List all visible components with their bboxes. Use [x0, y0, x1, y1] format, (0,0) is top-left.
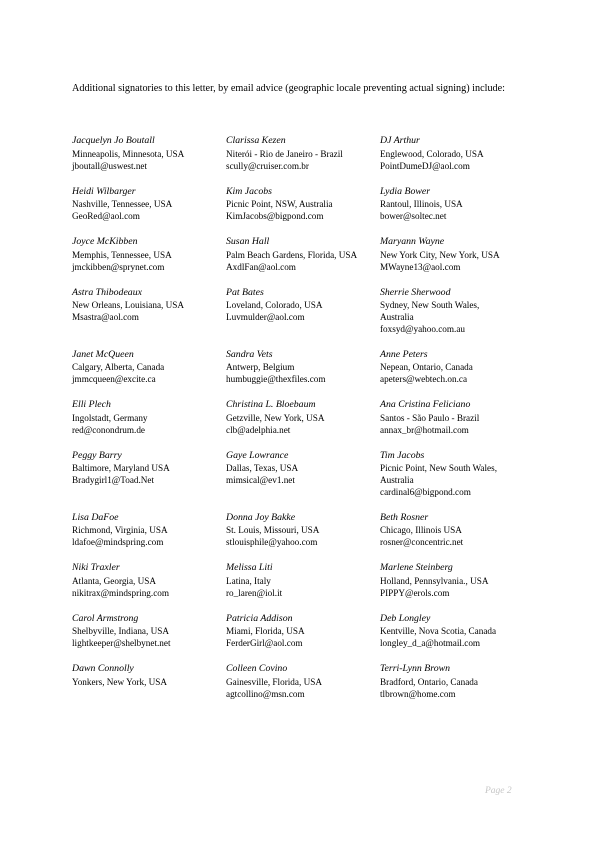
signatory-location: Rantoul, Illinois, USA	[380, 199, 463, 210]
signatory-name: Sandra Vets	[226, 348, 273, 360]
signatory-location: New Orleans, Louisiana, USA	[72, 300, 185, 311]
signatory-name: Tim Jacobs	[380, 449, 425, 461]
signatory-email: ro_laren@iol.it	[226, 587, 283, 598]
signatory-entry	[226, 186, 333, 223]
signatory-name: Astra Thibodeaux	[72, 286, 142, 298]
signatory-name: Janet McQueen	[72, 348, 134, 360]
signatory-email: FerderGirl@aol.com	[226, 638, 303, 649]
page-number: Page 2	[485, 786, 512, 796]
signatory-email: jmckibben@sprynet.com	[72, 261, 165, 272]
signatory-location: Dallas, Texas, USA	[226, 463, 299, 474]
signatory-location: Shelbyville, Indiana, USA	[72, 626, 169, 637]
signatory-entry	[380, 287, 479, 336]
signatory-name: Joyce McKibben	[72, 236, 138, 247]
signatory-entry	[226, 399, 325, 436]
signatory-name: Susan Hall	[226, 236, 270, 247]
signatory-location: Latina, Italy	[226, 575, 271, 586]
signatory-email: nikitrax@mindspring.com	[72, 587, 170, 598]
signatory-location: Picnic Point, NSW, Australia	[226, 199, 333, 210]
signatory-entry	[226, 236, 357, 273]
signatory-entry	[226, 450, 298, 487]
signatory-location: Englewood, Colorado, USA	[380, 148, 484, 159]
intro-paragraph: Additional signatories to this letter, by email advice (geographic locale preventing actual signing) include:	[72, 83, 505, 94]
signatory-email: Luvmulder@aol.com	[226, 312, 305, 323]
signatory-entry	[72, 450, 170, 487]
signatory-name: Sherrie Sherwood	[380, 286, 451, 298]
signatory-entry	[72, 287, 184, 324]
signatory-email: rosner@concentric.net	[380, 537, 464, 548]
signatory-name: Ana Cristina Feliciano	[380, 399, 471, 410]
signatory-entry	[380, 236, 500, 273]
signatory-entry	[72, 135, 184, 172]
signatory-entry	[226, 562, 282, 599]
signatory-location: Yonkers, New York, USA	[72, 676, 168, 687]
signatory-location: Getzville, New York, USA	[226, 412, 325, 423]
signatory-email: scully@cruiser.com.br	[226, 160, 309, 171]
signatory-email: bower@soltec.net	[380, 211, 447, 222]
signatory-name: Melissa Liti	[226, 562, 273, 573]
signatory-email: MWayne13@aol.com	[380, 261, 461, 272]
signatory-entry	[72, 562, 169, 599]
signatory-entry	[72, 236, 172, 273]
signatory-email: jmmcqueen@excite.ca	[72, 374, 156, 385]
signatory-location: Australia	[380, 312, 414, 323]
signatory-email: Msastra@aol.com	[72, 312, 139, 323]
signatory-location: Holland, Pennsylvania., USA	[380, 575, 489, 586]
signatory-email: cardinal6@bigpond.com	[380, 487, 471, 498]
signatory-email: lightkeeper@shelbynet.net	[72, 638, 171, 649]
signatory-email: ldafoe@mindspring.com	[72, 537, 164, 548]
signatory-location: Miami, Florida, USA	[226, 626, 305, 637]
signatory-email: clb@adelphia.net	[226, 424, 291, 435]
signatory-name: Kim Jacobs	[226, 185, 272, 197]
signatory-email: GeoRed@aol.com	[72, 211, 140, 222]
signatory-entry	[380, 186, 463, 223]
signatory-entry	[380, 613, 496, 650]
signatory-email: annax_br@hotmail.com	[380, 424, 469, 435]
signatory-entry	[72, 399, 148, 436]
signatory-email: AxdlFan@aol.com	[226, 261, 296, 272]
signatory-row	[72, 399, 532, 450]
signatory-name: Gaye Lowrance	[226, 449, 289, 461]
signatory-location: Baltimore, Maryland USA	[72, 463, 170, 474]
signatory-entry	[72, 663, 167, 688]
signatory-row	[72, 349, 532, 400]
signatory-location: Loveland, Colorado, USA	[226, 300, 323, 311]
signatory-location: Antwerp, Belgium	[226, 362, 295, 373]
signatory-entry	[380, 562, 488, 599]
signatory-location: Chicago, Illinois USA	[380, 525, 462, 536]
signatory-row	[72, 562, 532, 613]
signatory-row	[72, 236, 532, 287]
signatory-email: apeters@webtech.on.ca	[380, 374, 468, 385]
signatory-location: Richmond, Virginia, USA	[72, 525, 168, 536]
signatory-location: Nepean, Ontario, Canada	[380, 362, 473, 373]
signatory-email: longley_d_a@hotmail.com	[380, 638, 481, 649]
signatory-location: Picnic Point, New South Wales,	[380, 463, 497, 474]
signatory-entry	[72, 186, 172, 223]
signatory-row	[72, 450, 532, 512]
signatory-email: agtcollino@msn.com	[226, 688, 305, 699]
signatory-name: Maryann Wayne	[380, 236, 445, 247]
signatory-location: Ingolstadt, Germany	[72, 412, 148, 423]
signatory-entry	[72, 613, 171, 650]
signatory-name: Jacquelyn Jo Boutall	[72, 135, 155, 146]
signatory-location: Bradford, Ontario, Canada	[380, 676, 478, 687]
signatory-location: Sydney, New South Wales,	[380, 300, 480, 311]
signatory-name: Donna Joy Bakke	[226, 511, 296, 523]
signatory-location: Australia	[380, 475, 414, 486]
signatory-name: Pat Bates	[226, 286, 264, 298]
signatory-entry	[72, 349, 164, 386]
signatory-name: Patricia Addison	[226, 612, 293, 624]
signatory-location: Atlanta, Georgia, USA	[72, 575, 157, 586]
signatory-row	[72, 613, 532, 664]
signatory-location: Kentville, Nova Scotia, Canada	[380, 626, 497, 637]
signatory-location: Santos - São Paulo - Brazil	[380, 412, 480, 423]
signatory-location: St. Louis, Missouri, USA	[226, 525, 320, 536]
signatory-entry	[226, 349, 326, 386]
signatory-email: PointDumeDJ@aol.com	[380, 160, 470, 171]
signatory-location: Calgary, Alberta, Canada	[72, 362, 165, 373]
signatory-location: Minneapolis, Minnesota, USA	[72, 148, 185, 159]
signatory-name: Christina L. Bloebaum	[226, 399, 316, 410]
signatory-email: stlouisphile@yahoo.com	[226, 537, 318, 548]
signatory-row	[72, 186, 532, 237]
signatory-name: Anne Peters	[380, 348, 428, 360]
signatory-entry	[380, 450, 497, 499]
signatory-location: Niterói - Rio de Janeiro - Brazil	[226, 148, 343, 159]
signatory-entry	[380, 512, 463, 549]
signatory-email: tlbrown@home.com	[380, 688, 456, 699]
signatory-entry	[226, 135, 343, 172]
signatory-name: Beth Rosner	[380, 511, 429, 523]
signatory-email: KimJacobs@bigpond.com	[226, 211, 324, 222]
signatory-entry	[380, 663, 478, 700]
signatory-email: foxsyd@yahoo.com.au	[380, 324, 466, 335]
signatory-email: humbuggie@thexfiles.com	[226, 374, 326, 385]
signatory-entry	[72, 512, 168, 549]
signatory-row	[72, 512, 532, 563]
signatory-email: red@conondrum.de	[72, 424, 146, 435]
signatory-email: jboutall@uswest.net	[72, 160, 148, 171]
signatory-name: Elli Plech	[72, 399, 111, 410]
signatory-location: Gainesville, Florida, USA	[226, 676, 322, 687]
signatory-entry	[226, 287, 322, 324]
signatory-name: Heidi Wilbarger	[72, 185, 136, 197]
signatory-entry	[226, 663, 322, 700]
signatory-entry	[380, 399, 479, 436]
signatory-name: Colleen Covino	[226, 663, 288, 674]
signatory-email: mimsical@ev1.net	[226, 475, 295, 486]
signatory-row	[72, 663, 532, 714]
signatory-entry	[380, 135, 484, 172]
signatory-name: Niki Traxler	[72, 562, 120, 573]
signatory-name: Dawn Connolly	[72, 663, 134, 674]
signatory-name: Deb Longley	[380, 612, 431, 624]
signatory-name: Marlene Steinberg	[380, 562, 453, 573]
signatory-email: PIPPY@erols.com	[380, 587, 450, 598]
signatory-name: Clarissa Kezen	[226, 135, 286, 146]
signatory-name: Carol Armstrong	[72, 612, 139, 624]
signatory-email: Bradygirl1@Toad.Net	[72, 475, 155, 486]
signatory-row	[72, 287, 532, 349]
signatory-name: Terri-Lynn Brown	[380, 663, 451, 674]
signatory-name: Peggy Barry	[72, 449, 122, 461]
signatories-grid	[72, 135, 532, 714]
signatory-name: Lisa DaFoe	[72, 511, 119, 523]
signatory-name: Lydia Bower	[380, 185, 431, 197]
signatory-location: Palm Beach Gardens, Florida, USA	[226, 249, 358, 260]
signatory-row	[72, 135, 532, 186]
signatory-entry	[226, 613, 305, 650]
signatory-name: DJ Arthur	[380, 135, 420, 146]
signatory-entry	[380, 349, 473, 386]
signatory-entry	[226, 512, 319, 549]
signatory-location: Memphis, Tennessee, USA	[72, 249, 172, 260]
signatory-location: New York City, New York, USA	[380, 249, 500, 260]
signatory-location: Nashville, Tennessee, USA	[72, 199, 173, 210]
